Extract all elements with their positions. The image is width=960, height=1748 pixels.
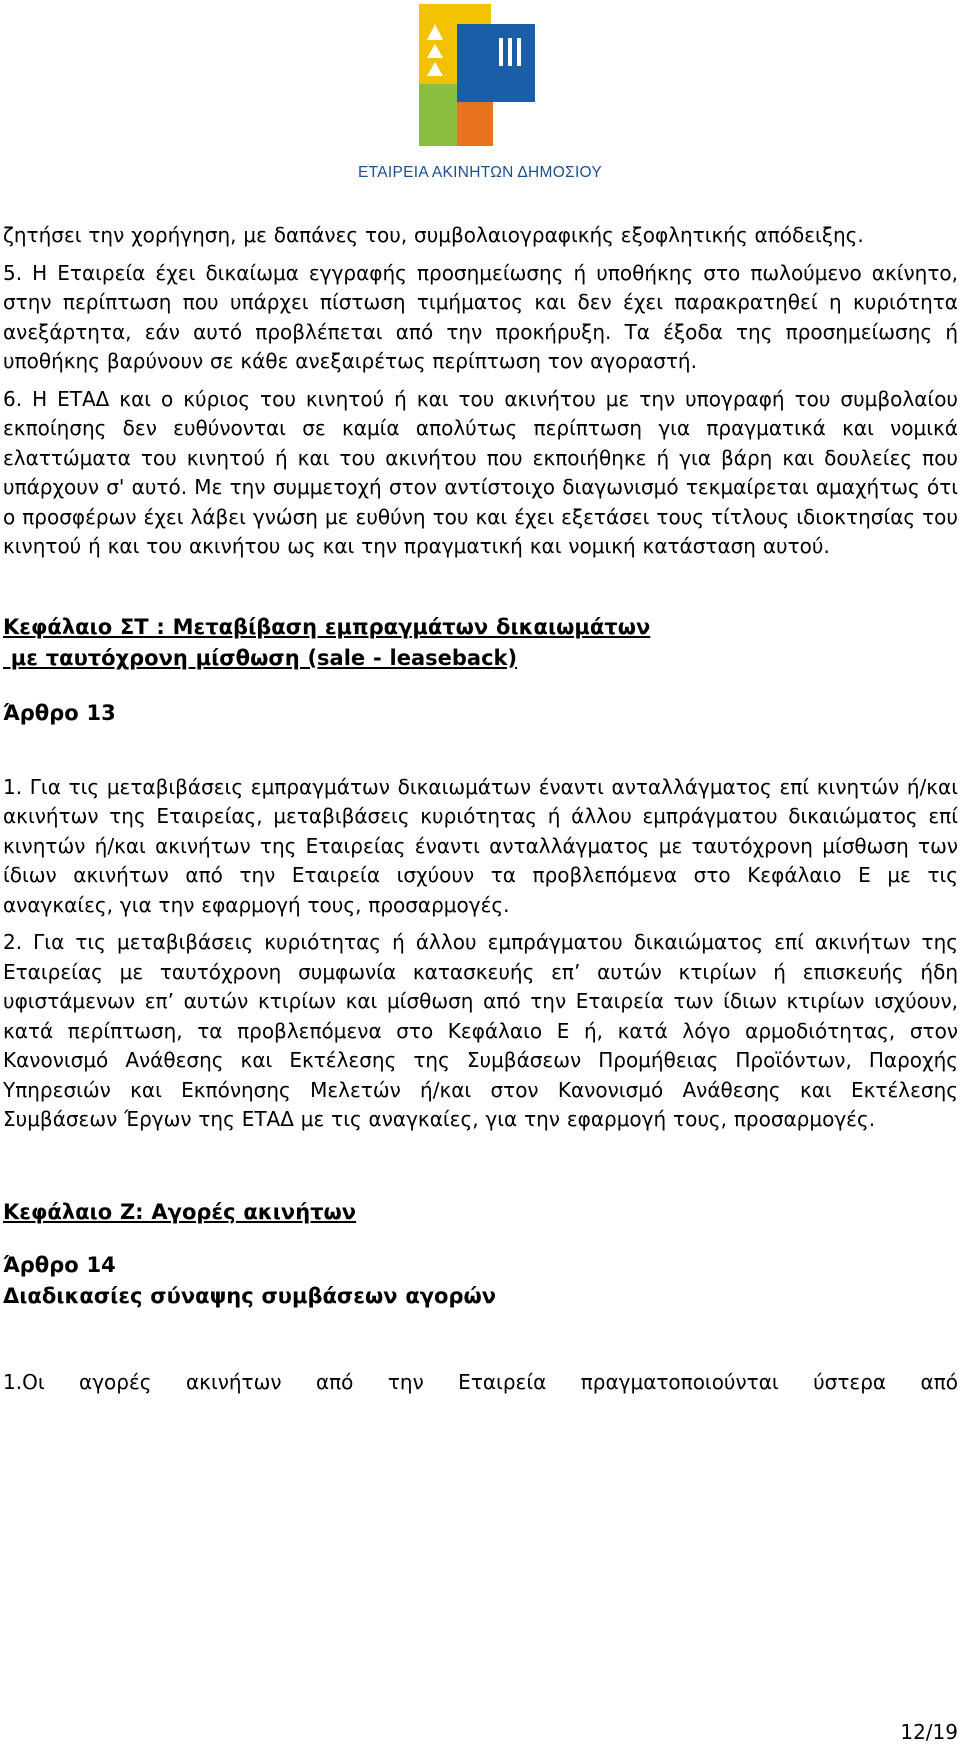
chapter-z-title: Κεφάλαιο Ζ: Αγορές ακινήτων: [3, 1199, 357, 1224]
company-logo: [349, 0, 611, 184]
logo-bar-3: [517, 38, 521, 66]
article-14-heading: Άρθρο 14: [3, 1252, 116, 1277]
article-13-paragraph-1: 1. Για τις μεταβιβάσεις εμπραγμάτων δικαιωμάτων έναντι ανταλλάγματος επί κινητών ή/και ακινήτων της Εταιρείας, μεταβιβάσεις κυριότητας ή άλλου εμπράγματου δικαιώματος επί κινητών ή/και ακινήτων της Εταιρείας έναντι ανταλλάγματος με ταυτόχρονη μίσθωση των ίδιων ακινήτων από την Εταιρεία ισχύουν τα προβλεπόμενα στο Κεφάλαιο Ε με τις αναγκαίες, για την εφαρμογή τους, προσαρμογές.: [3, 774, 958, 917]
chapter-st-title-line1: Κεφάλαιο ΣΤ : Μεταβίβαση εμπραγμάτων δικαιωμάτων: [3, 614, 651, 639]
article-13-paragraph-2: 2. Για τις μεταβιβάσεις κυριότητας ή άλλου εμπράγματου δικαιώματος επί ακινήτων της Εταιρείας με ταυτόχρονη συμφωνία κατασκευής επ’ αυτών κτιρίων ή επισκευής ήδη υφιστάμενων επ’ αυτών κτιρίων και μίσθωση από την Εταιρεία των ίδιων κτιρίων ισχύουν, κατά περίπτωση, τα προβλεπόμενα στο Κεφάλαιο Ε ή, κατά λόγο αρμοδιότητας, στον Κανονισμό Ανάθεσης και Εκτέλεσης της Συμβάσεων Προμήθειας Προϊόντων, Παροχής Υπηρεσιών και Εκπόνησης Μελετών ή/και στον Κανονισμό Ανάθεσης και Εκτέλεσης Συμβάσεων Έργων της ΕΤΑΔ με τις αναγκαίες, για την εφαρμογή τους, προσαρμογές.: [3, 930, 958, 1131]
paragraph-continuation: ζητήσει την χορήγηση, με δαπάνες του, συμβολαιογραφικής εξοφλητικής απόδειξης.: [3, 223, 864, 247]
paragraph-6: 6. Η ΕΤΑΔ και ο κύριος του κινητού ή και του ακινήτου με την υπογραφή του συμβολαίου εκποίησης δεν ευθύνονται σε καμία απολύτως περίπτωση για πραγματικά και νομικά ελαττώματα του κινητού ή και του ακινήτου που εκποιήθηκε ή για βάρη και δουλείες που υπάρχουν σ' αυτό. Με την συμμετοχή στον αντίστοιχο διαγωνισμό τεκμαίρεται αμαχήτως ότι ο προσφέρων έχει λάβει γνώση με ευθύνη του και έχει εξετάσει τους τίτλους ιδιοκτησίας του κινητού ή και του ακινήτου ως και την πραγματική και νομική κατάσταση αυτού.: [3, 386, 958, 558]
paragraph-5: 5. Η Εταιρεία έχει δικαίωμα εγγραφής προσημείωσης ή υποθήκης στο πωλούμενο ακίνητο, στην περίπτωση που υπάρχει πίστωση τιμήματος και δεν έχει παρακρατηθεί η κυριότητα ανεξάρτητα, εάν αυτό προβλέπεται από την προκήρυξη. Τα έξοδα της προσημείωσης ή υποθήκης βαρύνουν σε κάθε ανεξαιρέτως περίπτωση τον αγοραστή.: [3, 260, 958, 373]
logo-caption: ΕΤΑΙΡΕΙΑ ΑΚΙΝΗΤΩΝ ΔΗΜΟΣΙΟΥ: [357, 164, 603, 181]
article-13-heading: Άρθρο 13: [3, 700, 116, 725]
page-number: 12/19: [900, 1720, 958, 1744]
article-14-paragraph-1: 1.Οι αγορές ακινήτων από την Εταιρεία πραγματοποιούνται ύστερα από: [3, 1369, 958, 1394]
chapter-st-title-line2: με ταυτόχρονη μίσθωση (sale - leaseback): [3, 645, 518, 670]
document-body: [3, 221, 958, 1397]
article-14-title: Διαδικασίες σύναψης συμβάσεων αγορών: [3, 1283, 497, 1308]
logo-orange-block: [457, 98, 493, 146]
logo-bar-2: [508, 38, 512, 66]
logo-bar-1: [499, 38, 503, 66]
logo-blue-block: [457, 24, 535, 102]
